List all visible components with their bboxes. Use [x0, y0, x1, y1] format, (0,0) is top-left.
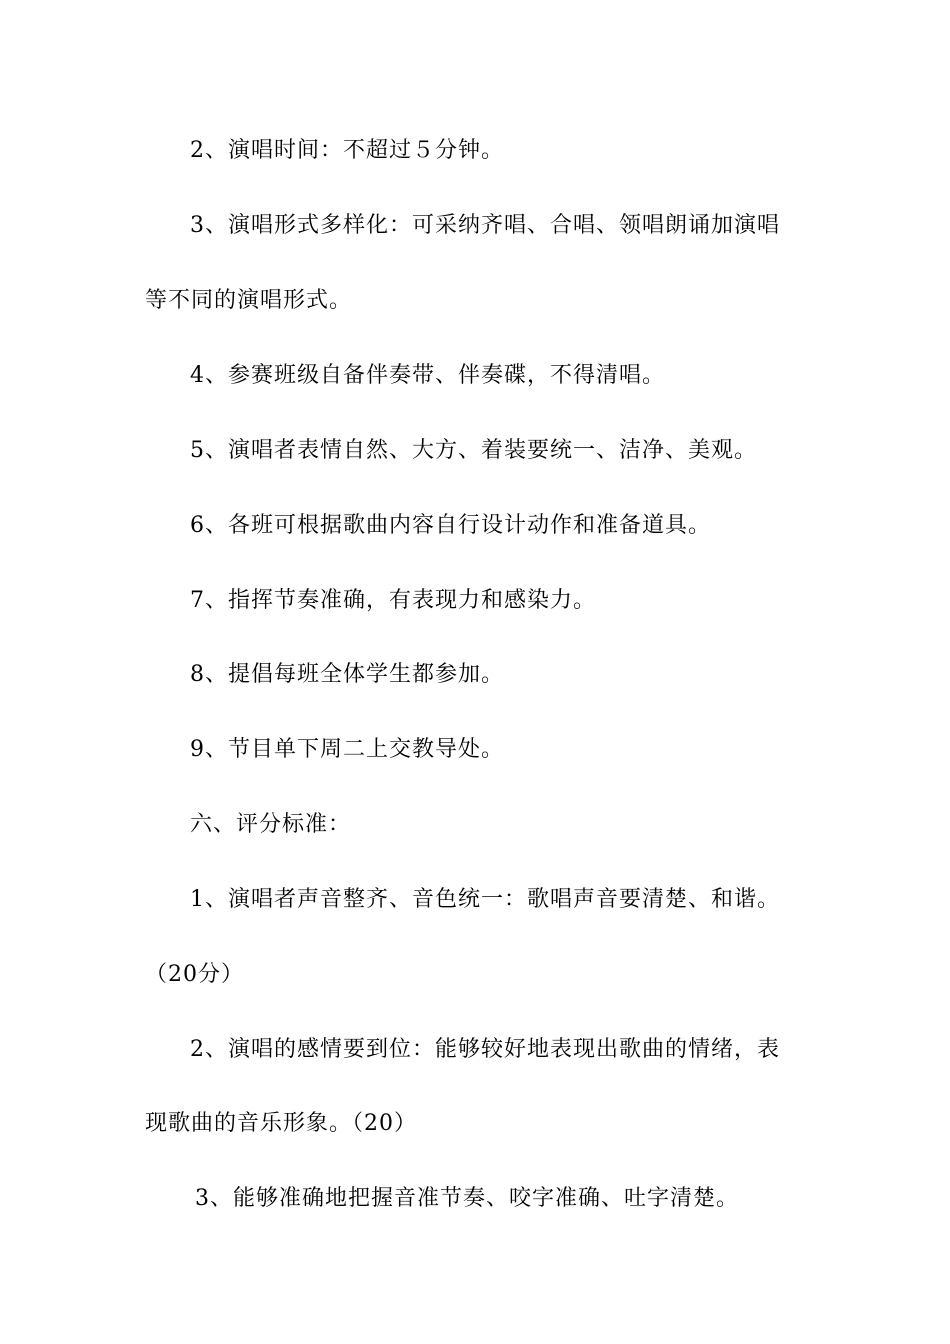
paragraph-line: 3、能够准确地把握音准节奏、咬字准确、吐字清楚。	[195, 1186, 739, 1211]
paragraph-line: 3、演唱形式多样化：可采纳齐唱、合唱、领唱朗诵加演唱	[190, 213, 780, 238]
paragraph-line: 2、演唱时间：不超过５分钟。	[190, 138, 504, 163]
paragraph-line: （20分）	[145, 962, 244, 987]
paragraph-line: 5、演唱者表情自然、大方、着装要统一、洁净、美观。	[190, 438, 757, 463]
paragraph-line: 1、演唱者声音整齐、音色统一：歌唱声音要清楚、和谐。	[190, 887, 780, 912]
paragraph-line: 9、节目单下周二上交教导处。	[190, 737, 504, 762]
paragraph-line: 等不同的演唱形式。	[145, 288, 353, 313]
paragraph-line: 6、各班可根据歌曲内容自行设计动作和准备道具。	[190, 513, 711, 538]
paragraph-line: 4、参赛班级自备伴奏带、伴奏碟，不得清唱。	[190, 363, 665, 388]
paragraph-line: 8、提倡每班全体学生都参加。	[190, 662, 504, 687]
paragraph-line: 现歌曲的音乐形象。（20）	[145, 1111, 417, 1136]
paragraph-line: 2、演唱的感情要到位：能够较好地表现出歌曲的情绪，表	[190, 1037, 780, 1062]
section-heading: 六、评分标准：	[190, 812, 352, 837]
paragraph-line: 7、指挥节奏准确，有表现力和感染力。	[190, 588, 596, 613]
